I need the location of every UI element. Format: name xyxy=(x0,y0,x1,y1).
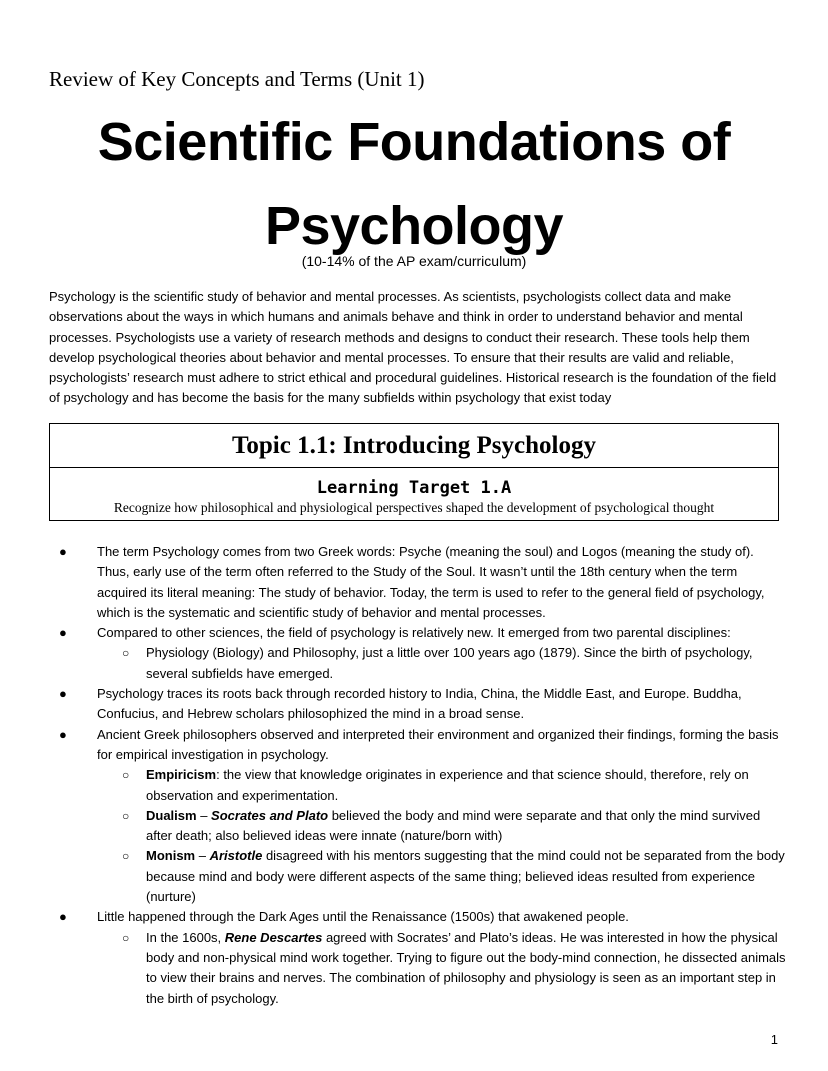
bullet-marker: ● xyxy=(59,686,67,702)
names-socrates-plato: Socrates and Plato xyxy=(211,807,329,823)
list-item-text: Ancient Greek philosophers observed and interpreted their environment and organized their findings, forming the basis for empirical investigation in psychology. xyxy=(97,726,779,762)
page-number: 1 xyxy=(770,1032,778,1047)
sub-list-item xyxy=(49,928,789,1009)
list-item-text: Psychology traces its roots back through recorded history to India, China, the Middle East, and Europe. Buddha, Confucius, and Hebrew scholars philosophized the mind in a broad sense. xyxy=(97,686,742,722)
list-item-text: Compared to other sciences, the field of psychology is relatively new. It emerged from two parental disciplines: xyxy=(97,625,731,641)
list-item-text: believed the body and mind were separate and that only the mind survived after death; also believed ideas were innate (nature/born with) xyxy=(146,807,761,844)
learning-target-title: Learning Target 1.A xyxy=(316,478,512,498)
list-item xyxy=(49,684,789,725)
page-title: Scientific Foundations of Psychology xyxy=(97,112,731,256)
list-item-text: : the view that knowledge originates in experience and that science should, therefore, rely on observation and experimentation. xyxy=(146,767,749,803)
name-aristotle: Aristotle xyxy=(209,848,263,864)
list-item-text: agreed with Socrates’ and Plato’s ideas. He was interested in how the physical body and non-physical mind work together. Trying to figure out the body-mind connection, he dissected animals to view their brains and nerves. The combination of philosophy and physiology is seen as an important step in the birth of psychology. xyxy=(146,929,786,1006)
sub-list-item xyxy=(49,643,789,684)
list-item-text: disagreed with his mentors suggesting that the mind could not be separated from the body because mind and body were different aspects of the same thing; believed ideas resulted from experience (nurture) xyxy=(146,848,785,905)
bullet-marker: ● xyxy=(59,726,67,742)
sub-list-item xyxy=(49,846,789,907)
name-descartes: Rene Descartes xyxy=(224,929,323,945)
term-monism: Monism xyxy=(146,848,196,864)
topic-heading: Topic 1.1: Introducing Psychology xyxy=(50,424,778,468)
list-item xyxy=(49,542,789,623)
list-item xyxy=(49,907,789,927)
list-item-text: In the 1600s, xyxy=(146,929,225,945)
sub-bullet-marker: ○ xyxy=(122,849,130,864)
list-item xyxy=(49,623,789,643)
sub-bullet-marker: ○ xyxy=(122,808,130,823)
dash: – xyxy=(196,807,212,823)
intro-paragraph: Psychology is the scientific study of behavior and mental processes. As scientists, psychologists collect data and make observations about the ways in which humans and animals behave and think in order to understand behavior and mental processes. Psychologists use a variety of research methods and designs to conduct their research. These tools help them develop psychological theories about behavior and mental processes. To ensure that their results are valid and reliable, psychologists’ research must adhere to strict ethical and procedural guidelines. Historical research is the foundation of the field of psychology and has become the basis for the many subfields within psychology that exist today xyxy=(49,289,777,406)
list-item-text: The term Psychology comes from two Greek words: Psyche (meaning the soul) and Logos (meaning the study of). Thus, early use of the term often referred to the Study of the Soul. It wasn’t until the 18th century when the term acquired its literal meaning: The study of behavior. Today, the term is used to refer to the general field of psychology, which is the systematic and scientific study of behavior and mental processes. xyxy=(97,544,765,620)
exam-note: (10-14% of the AP exam/curriculum) xyxy=(301,253,527,269)
bullet-marker: ● xyxy=(59,625,67,641)
bullet-marker: ● xyxy=(59,909,67,925)
topic-box xyxy=(49,423,779,521)
list-item-text: Little happened through the Dark Ages until the Renaissance (1500s) that awakened people. xyxy=(97,909,629,925)
sub-bullet-marker: ○ xyxy=(122,930,130,945)
sub-bullet-marker: ○ xyxy=(122,768,130,783)
term-empiricism: Empiricism xyxy=(146,767,217,783)
bullet-marker: ● xyxy=(59,544,67,559)
learning-target-text: Recognize how philosophical and physiological perspectives shaped the development of psychological thought xyxy=(113,500,715,515)
term-dualism: Dualism xyxy=(146,807,197,823)
list-item xyxy=(49,725,789,766)
bullet-list xyxy=(49,542,789,1009)
list-item-text: Physiology (Biology) and Philosophy, just a little over 100 years ago (1879). Since the birth of psychology, several subfields have emerged. xyxy=(146,645,753,681)
dash: – xyxy=(195,848,210,864)
sub-bullet-marker: ○ xyxy=(122,646,130,661)
sub-list-item xyxy=(49,765,789,806)
sub-list-item xyxy=(49,806,789,847)
document-subtitle: Review of Key Concepts and Terms (Unit 1) xyxy=(49,67,425,91)
